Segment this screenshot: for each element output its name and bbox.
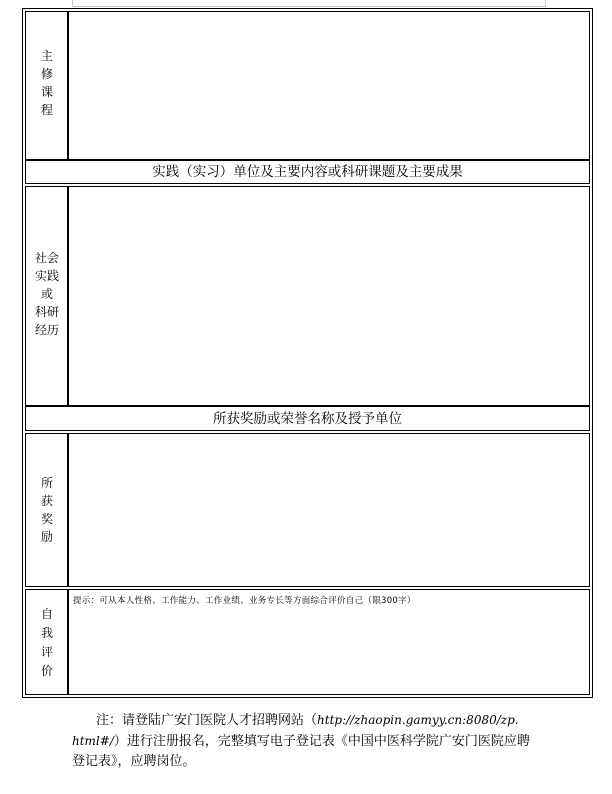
note-prefix: 注：请登陆广安门医院人才招聘网站（ [96, 713, 318, 728]
note-suffix-b: 登记表》，应聘岗位。 [72, 754, 196, 769]
practice-content-field[interactable] [67, 186, 590, 406]
practice-label: 社会 实践 或 科研 经历 [34, 251, 59, 337]
registration-note [72, 710, 552, 772]
awards-content-field[interactable] [67, 433, 590, 587]
note-url-link[interactable]: http://zhaopin.gamyy.cn:8080/zp. [317, 713, 519, 727]
form-table [22, 8, 593, 698]
awards-label: 所 获 奖 励 [40, 476, 53, 544]
note-url-link-cont[interactable]: html#/ [72, 734, 114, 748]
note-suffix-a: ）进行注册报名，完整填写电子登记表《中国中医科学院广安门医院应聘 [113, 734, 530, 749]
courses-content-field[interactable] [67, 11, 590, 160]
awards-header: 所获奖励或荣誉名称及授予单位 [213, 411, 402, 427]
self-eval-hint: 提示：可从本人性格、工作能力、工作业绩、业务专长等方面综合评价自己（限300字） [73, 596, 416, 606]
previous-page-edge [72, 0, 546, 7]
self-eval-label: 自 我 评 价 [40, 607, 53, 678]
practice-header: 实践（实习）单位及主要内容或科研课题及主要成果 [152, 164, 463, 180]
courses-label: 主 修 课 程 [40, 49, 53, 117]
